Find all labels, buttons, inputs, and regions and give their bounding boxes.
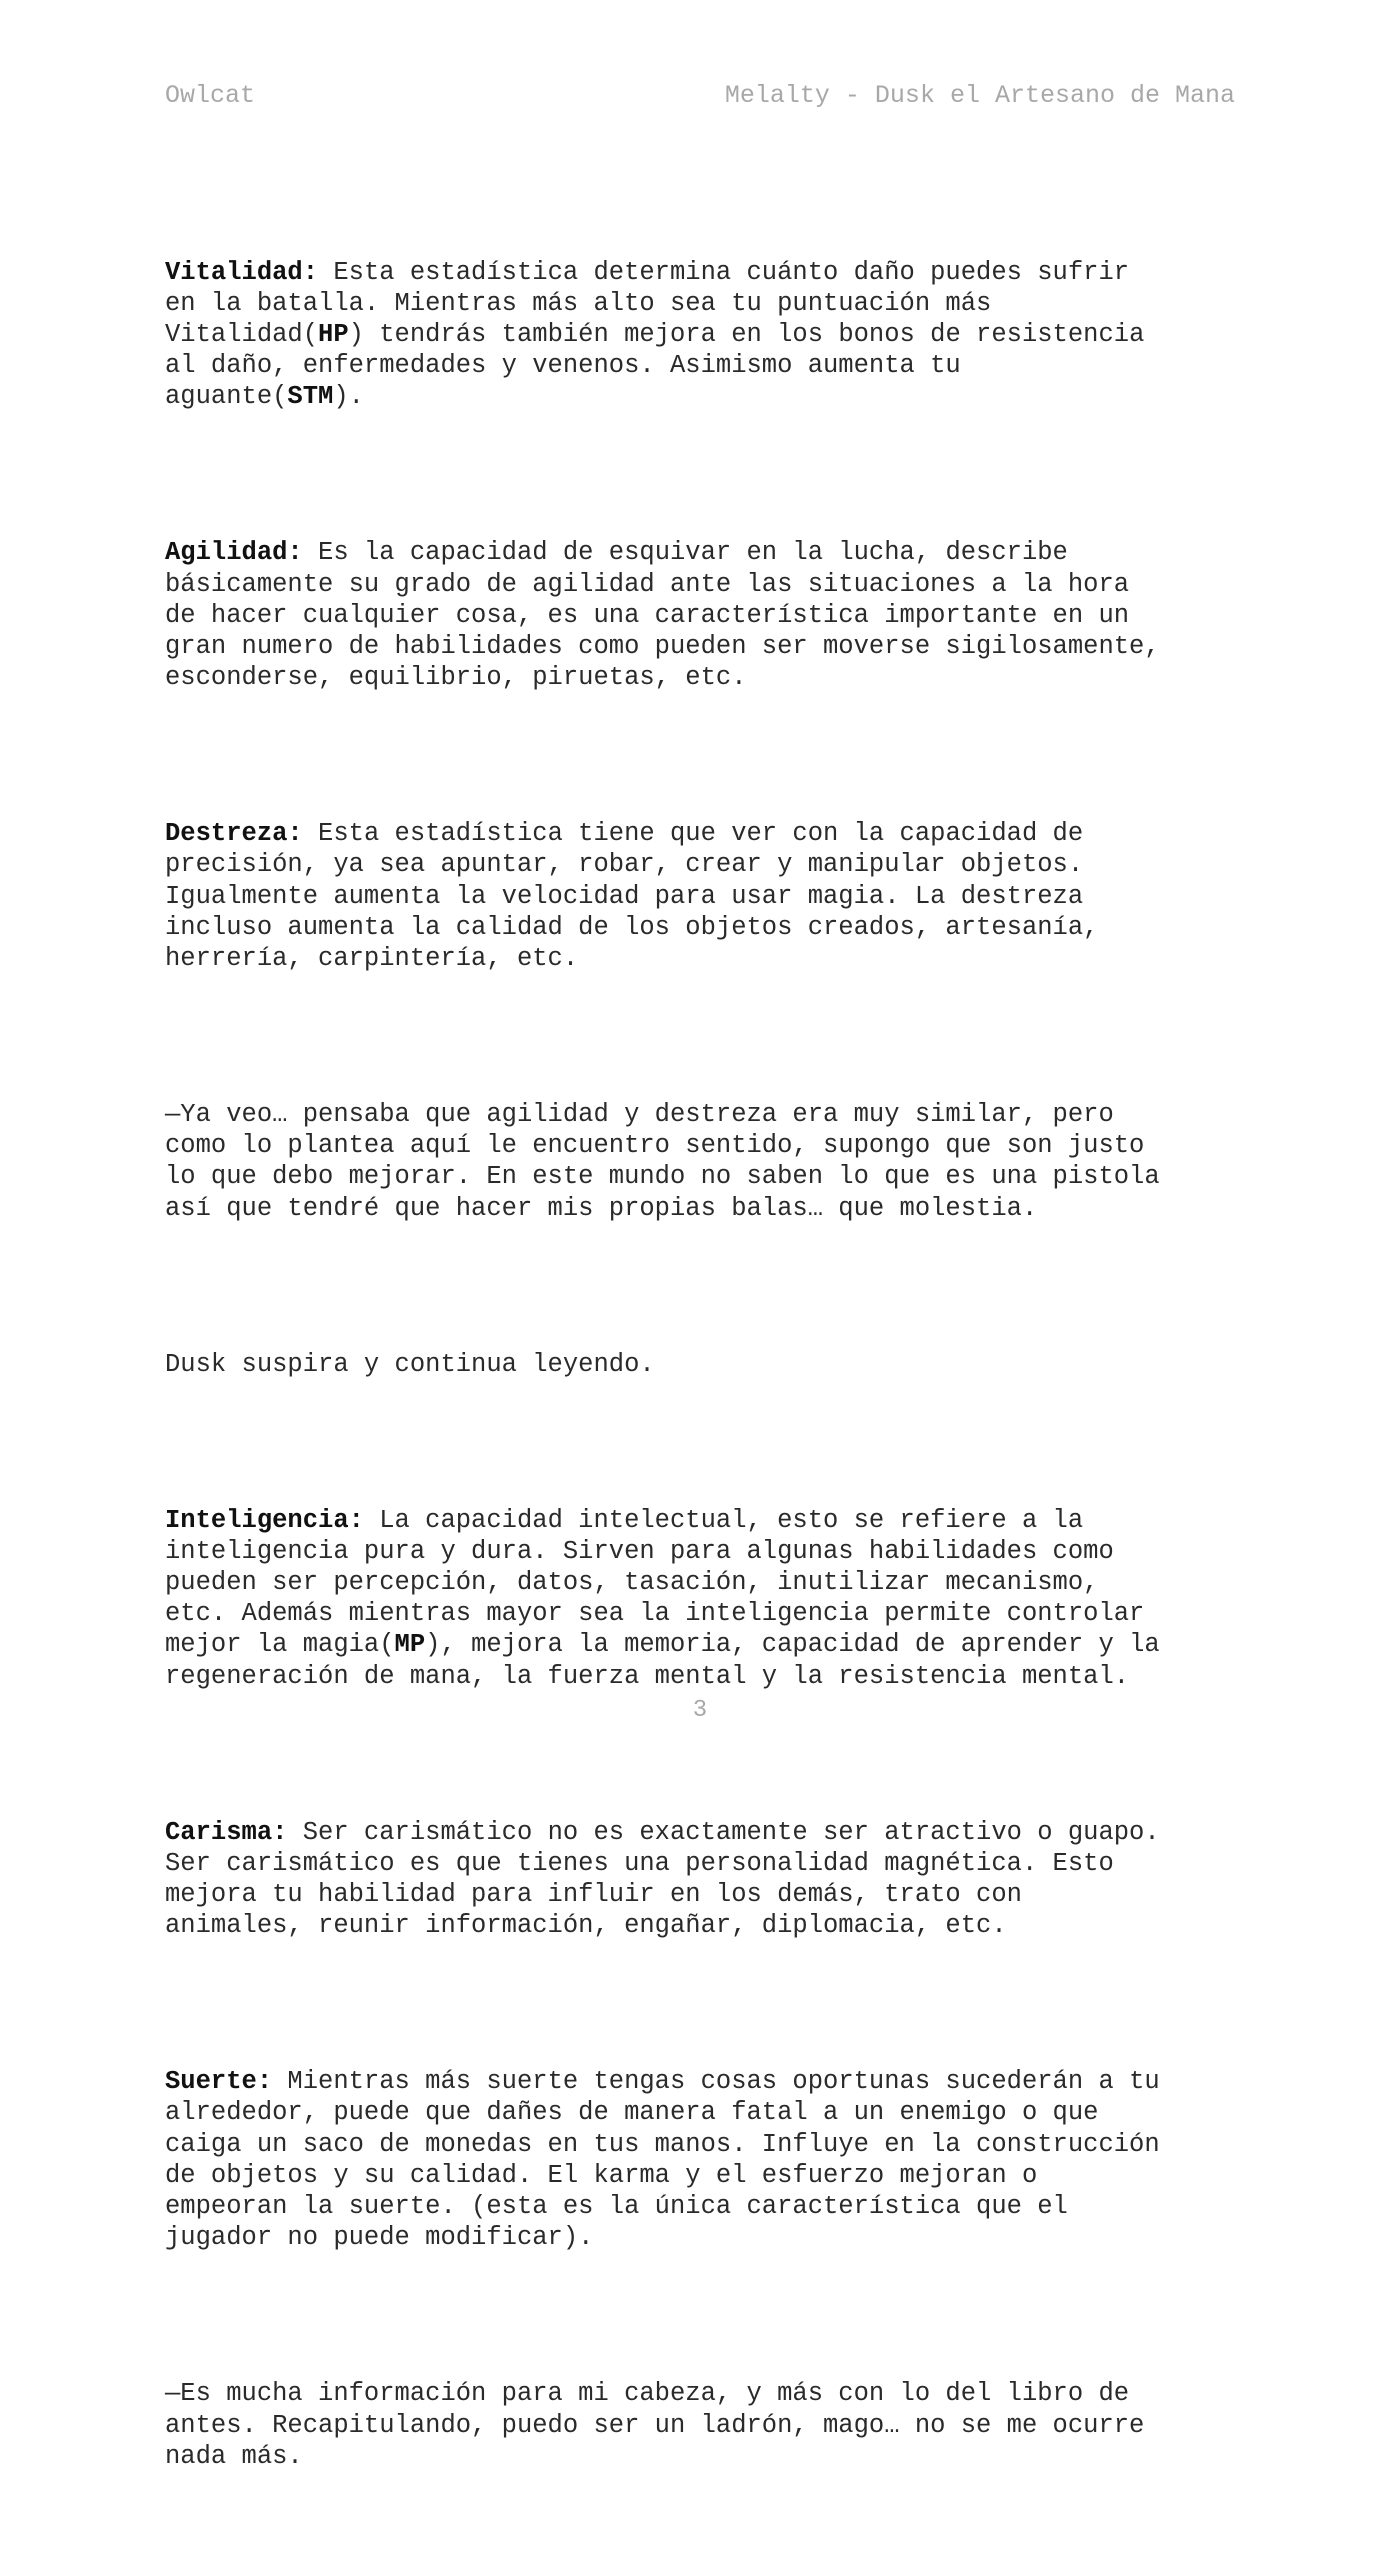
- term-inteligencia: Inteligencia:: [165, 1505, 364, 1535]
- paragraph-agilidad: [165, 537, 1240, 693]
- text-line: La capacidad intelectual, esto se refiere a la: [363, 1505, 1084, 1535]
- abbr-hp: HP: [318, 320, 349, 350]
- text-line: —Ya veo… pensaba que agilidad y destreza era muy similar, pero: [165, 1100, 1114, 1130]
- text-line: Mientras más suerte tengas cosas oportunas sucederán a tu: [272, 2067, 1160, 2097]
- text-line: nada más.: [165, 2441, 303, 2471]
- text-line: de objetos y su calidad. El karma y el esfuerzo mejoran o: [165, 2160, 1038, 2190]
- text-line: antes. Recapitulando, puedo ser un ladrón, mago… no se me ocurre: [165, 2410, 1145, 2440]
- text-line: lo que debo mejorar. En este mundo no saben lo que es una pistola: [165, 1162, 1160, 1192]
- text-line: en la batalla. Mientras más alto sea tu puntuación más: [165, 288, 992, 318]
- term-suerte: Suerte:: [165, 2067, 273, 2097]
- text-line: pueden ser percepción, datos, tasación, inutilizar mecanismo,: [165, 1568, 1099, 1598]
- text-line: Ser carismático es que tienes una personalidad magnética. Esto: [165, 1848, 1114, 1878]
- text-line: caiga un saco de monedas en tus manos. Influye en la construcción: [165, 2129, 1160, 2159]
- text-line: Ser carismático no es exactamente ser atractivo o guapo.: [287, 1817, 1160, 1847]
- term-vitalidad: Vitalidad:: [165, 257, 319, 287]
- text-line: esconderse, equilibrio, piruetas, etc.: [165, 663, 747, 693]
- document-body: [165, 163, 1240, 2566]
- paragraph-inteligencia: [165, 1505, 1240, 1692]
- text-line: Dusk suspira y continua leyendo.: [165, 1349, 655, 1379]
- page-number: 3: [692, 1697, 708, 1724]
- term-destreza: Destreza:: [165, 819, 303, 849]
- text-line: Esta estadística determina cuánto daño puedes sufrir: [318, 257, 1130, 287]
- text-fragment: aguante(: [165, 382, 288, 412]
- text-fragment: Vitalidad(: [165, 320, 319, 350]
- text-fragment: ), mejora la memoria, capacidad de aprender y la: [425, 1630, 1160, 1660]
- header-title: Melalty - Dusk el Artesano de Mana: [724, 81, 1235, 110]
- header-author: Owlcat: [165, 81, 256, 110]
- text-line: como lo plantea aquí le encuentro sentido, supongo que son justo: [165, 1131, 1145, 1161]
- text-line: Igualmente aumenta la velocidad para usar magia. La destreza: [165, 881, 1084, 911]
- text-fragment: ) tendrás también mejora en los bonos de resistencia: [348, 320, 1145, 350]
- text-line: —Es mucha información para mi cabeza, y más con lo del libro de: [165, 2379, 1130, 2409]
- paragraph-destreza: [165, 818, 1240, 974]
- text-line: de hacer cualquier cosa, es una característica importante en un: [165, 600, 1130, 630]
- paragraph-carisma: [165, 1817, 1240, 1942]
- abbr-stm: STM: [287, 382, 334, 412]
- paragraph-dialogue-1: [165, 1099, 1240, 1224]
- text-line: regeneración de mana, la fuerza mental y la resistencia mental.: [165, 1661, 1130, 1691]
- term-agilidad: Agilidad:: [165, 538, 303, 568]
- text-line: herrería, carpintería, etc.: [165, 944, 579, 974]
- text-line: gran numero de habilidades como pueden ser moverse sigilosamente,: [165, 632, 1160, 662]
- text-line: alrededor, puede que dañes de manera fatal a un enemigo o que: [165, 2098, 1099, 2128]
- text-line: animales, reunir información, engañar, diplomacia, etc.: [165, 1911, 1007, 1941]
- text-line: básicamente su grado de agilidad ante las situaciones a la hora: [165, 569, 1130, 599]
- text-line: jugador no puede modificar).: [165, 2223, 594, 2253]
- text-fragment: mejor la magia(: [165, 1630, 395, 1660]
- text-line: incluso aumenta la calidad de los objetos creados, artesanía,: [165, 912, 1099, 942]
- text-line: etc. Además mientras mayor sea la inteligencia permite controlar: [165, 1599, 1145, 1629]
- text-line: al daño, enfermedades y venenos. Asimismo aumenta tu: [165, 351, 961, 381]
- text-line: así que tendré que hacer mis propias balas… que molestia.: [165, 1193, 1038, 1223]
- text-line: precisión, ya sea apuntar, robar, crear y manipular objetos.: [165, 850, 1084, 880]
- paragraph-vitalidad: [165, 257, 1240, 413]
- paragraph-dialogue-2: [165, 2378, 1240, 2472]
- paragraph-suerte: [165, 2066, 1240, 2253]
- paragraph-narration: [165, 1349, 1240, 1380]
- text-line: empeoran la suerte. (esta es la única característica que el: [165, 2192, 1068, 2222]
- abbr-mp: MP: [394, 1630, 426, 1660]
- text-line: Es la capacidad de esquivar en la lucha, describe: [302, 538, 1068, 568]
- text-line: mejora tu habilidad para influir en los demás, trato con: [165, 1880, 1022, 1910]
- term-carisma: Carisma:: [165, 1817, 288, 1847]
- text-line: inteligencia pura y dura. Sirven para algunas habilidades como: [165, 1536, 1114, 1566]
- text-line: Esta estadística tiene que ver con la capacidad de: [302, 819, 1084, 849]
- text-fragment: ).: [333, 382, 364, 412]
